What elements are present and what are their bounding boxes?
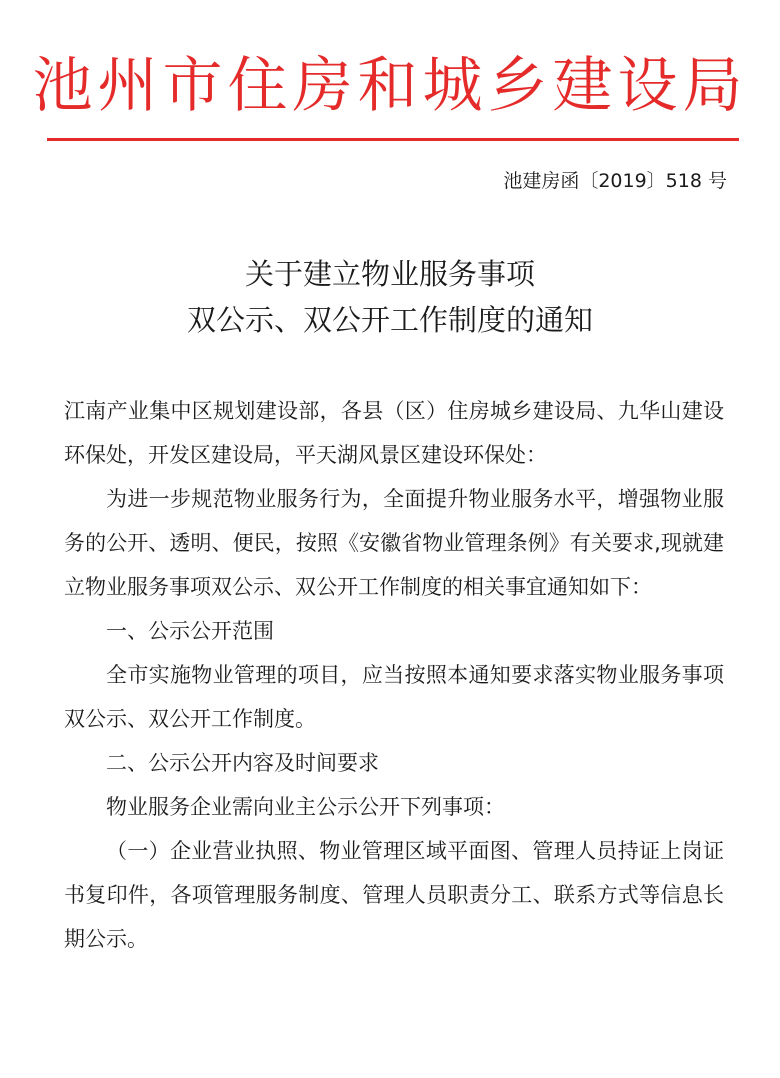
intro-paragraph: 为进一步规范物业服务行为，全面提升物业服务水平，增强物业服务的公开、透明、便民，按照《安徽省物业管理条例》有关要求,现就建立物业服务事项双公示、双公开工作制度的相关事宜通知如下： <box>64 487 724 599</box>
addressees-paragraph: 江南产业集中区规划建设部，各县（区）住房城乡建设局、九华山建设环保处，开发区建设局，平天湖风景区建设环保处： <box>64 399 724 467</box>
letterhead-divider <box>47 138 739 141</box>
document-title-line-1: 关于建立物业服务事项 <box>244 257 535 291</box>
document-title <box>0 251 780 343</box>
section-1-paragraph: 全市实施物业管理的项目，应当按照本通知要求落实物业服务事项双公示、双公开工作制度。 <box>64 663 724 731</box>
section-2-heading: 二、公示公开内容及时间要求 <box>106 751 379 775</box>
document-title-line-2: 双公示、双公开工作制度的通知 <box>186 303 593 337</box>
section-2-item-1-paragraph: （一）企业营业执照、物业管理区域平面图、管理人员持证上岗证书复印件，各项管理服务制度、管理人员职责分工、联系方式等信息长期公示。 <box>64 839 724 951</box>
agency-letterhead: 池州市住房和城乡建设局 <box>32 51 748 121</box>
document-number: 池建房函〔2019〕518 号 <box>503 170 727 192</box>
document-body <box>64 389 724 961</box>
section-1-heading: 一、公示公开范围 <box>106 619 274 643</box>
section-2-intro-paragraph: 物业服务企业需向业主公示公开下列事项： <box>106 795 505 819</box>
